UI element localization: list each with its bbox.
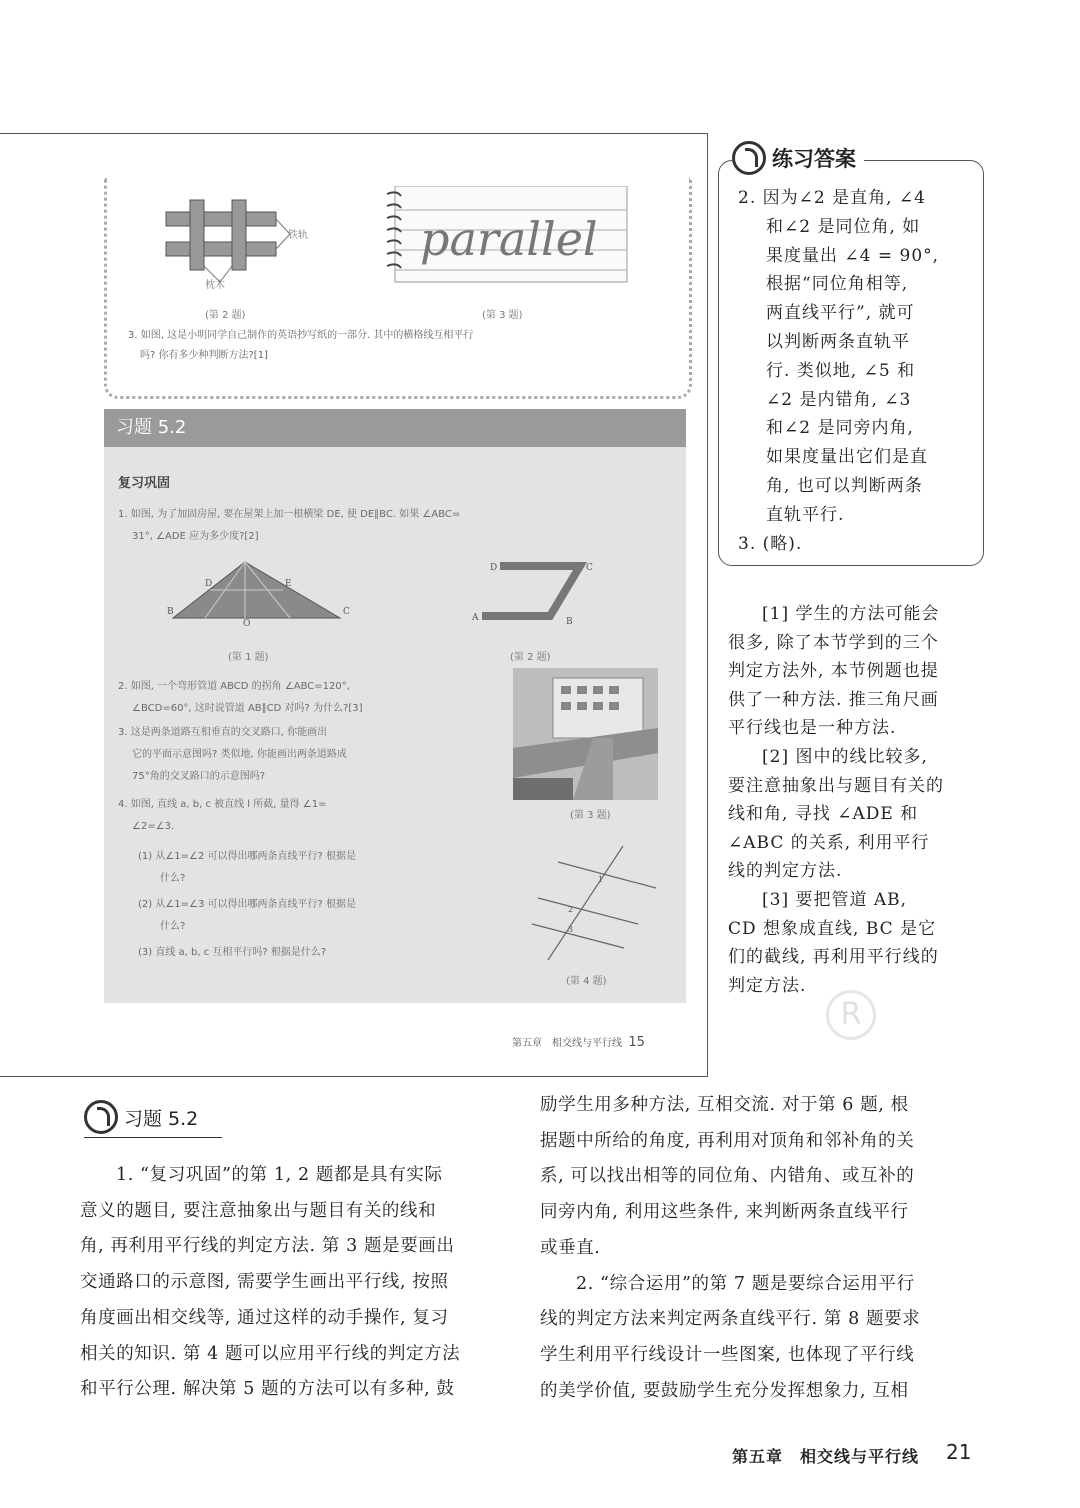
- answer-line: ∠2 是内错角, ∠3: [766, 389, 912, 410]
- svg-text:B: B: [566, 617, 573, 626]
- fig4-label: (第 4 题): [566, 976, 607, 987]
- body-line: 据题中所给的角度, 再利用对顶角和邻补角的关: [540, 1130, 915, 1151]
- answer-line: 角, 也可以判断两条: [766, 475, 923, 496]
- svg-text:1: 1: [598, 875, 604, 884]
- body-line: 角度画出相交线等, 通过这样的动手操作, 复习: [80, 1307, 449, 1328]
- ex-q4-sub1a: (1) 从∠1=∠2 可以得出哪两条直线平行? 根据是: [138, 851, 357, 862]
- note-line: 判定方法.: [728, 975, 807, 996]
- transversal-figure: [528, 842, 658, 962]
- fig1-label: (第 1 题): [228, 652, 269, 663]
- body-line: 2. “综合运用”的第 7 题是要综合运用平行: [576, 1273, 915, 1294]
- ex-q4-sub2b: 什么?: [160, 921, 186, 932]
- fig3-label: (第 3 题): [570, 810, 611, 821]
- note-line: 供了一种方法. 推三角尺画: [728, 689, 939, 710]
- answer-line: 两直线平行”, 就可: [766, 303, 915, 324]
- ex-q2-line2: ∠BCD=60°, 这时说管道 AB∥CD 对吗? 为什么?[3]: [132, 703, 363, 714]
- svg-text:E: E: [285, 579, 292, 589]
- note-line: 线和角, 寻找 ∠ADE 和: [728, 804, 919, 825]
- ex-q4-sub3: (3) 直线 a, b, c 互相平行吗? 根据是什么?: [138, 947, 327, 958]
- answer-line: 2. 因为∠2 是直角, ∠4: [738, 188, 926, 208]
- swirl-icon: [84, 1100, 118, 1134]
- body-line: 学生利用平行线设计一些图案, 也体现了平行线: [540, 1344, 915, 1365]
- exercise-section-title: [84, 1097, 222, 1138]
- ex-q4-sub2a: (2) 从∠1=∠3 可以得出哪两条直线平行? 根据是: [138, 899, 357, 910]
- answer-line: 3. (略).: [738, 533, 803, 554]
- inner-footer: 第五章 相交线与平行线 15: [512, 1035, 645, 1050]
- svg-text:O: O: [243, 619, 251, 626]
- svg-text:3: 3: [568, 925, 574, 934]
- answer-line: 根据“同位角相等,: [766, 274, 909, 295]
- ex-q3-line2: 它的平面示意图吗? 类似地, 你能画出两条道路成: [132, 749, 347, 760]
- answer-line: 如果度量出它们是直: [766, 447, 928, 468]
- note-line: [2] 图中的线比较多,: [762, 746, 928, 767]
- review-title: 复习巩固: [118, 476, 171, 491]
- page-number: 21: [946, 1440, 972, 1464]
- svg-text:B: B: [167, 607, 174, 617]
- note-line: 线的判定方法.: [728, 861, 843, 882]
- ex-q3-line3: 75°角的交叉路口的示意图吗?: [132, 771, 266, 782]
- exercise-right-column: [540, 1088, 980, 1409]
- body-line: 线的判定方法来判定两条直线平行. 第 8 题要求: [540, 1309, 921, 1330]
- exercise-header: 习题 5.2: [104, 409, 686, 447]
- fig2-label-top: (第 2 题): [205, 310, 246, 321]
- answer-line: 行. 类似地, ∠5 和: [766, 360, 916, 381]
- fig3-label-top: (第 3 题): [482, 310, 523, 321]
- answers-text: [738, 184, 978, 558]
- practice-q3-line2: 吗? 你有多少种判断方法?[1]: [140, 350, 268, 361]
- body-line: 相关的知识. 第 4 题可以应用平行线的判定方法: [80, 1343, 461, 1364]
- note-line: 判定方法外, 本节例题也提: [728, 661, 939, 682]
- body-line: 交通路口的示意图, 需要学生画出平行线, 按照: [80, 1272, 449, 1293]
- pipe-figure: [470, 556, 610, 626]
- note-line: 要注意抽象出与题目有关的: [728, 775, 944, 796]
- answer-line: 以判断两条直轨平: [766, 331, 910, 352]
- note-line: 们的截线, 再利用平行线的: [728, 947, 939, 968]
- swirl-icon: [732, 141, 766, 175]
- body-line: 或垂直.: [540, 1237, 601, 1258]
- parallel-word: parallel: [420, 212, 598, 266]
- note-line: [3] 要把管道 AB,: [762, 889, 908, 910]
- fig2-label: (第 2 题): [510, 652, 551, 663]
- answer-line: 果度量出 ∠4 = 90°,: [766, 245, 940, 266]
- svg-text:C: C: [343, 607, 350, 617]
- note-line: 很多, 除了本节学到的三个: [728, 632, 939, 653]
- note-line: ∠ABC 的关系, 利用平行: [728, 832, 930, 853]
- exercise-left-column: [80, 1158, 520, 1408]
- svg-text:D: D: [205, 579, 213, 589]
- answer-line: 直轨平行.: [766, 504, 845, 525]
- note-line: CD 想象成直线, BC 是它: [728, 918, 937, 939]
- body-line: 1. “复习巩固”的第 1, 2 题都是具有实际: [116, 1165, 443, 1185]
- svg-text:A: A: [472, 613, 479, 623]
- body-line: 的美学价值, 要鼓励学生充分发挥想象力, 互相: [540, 1380, 909, 1401]
- ex-q3-line1: 3. 这是两条道路互相垂直的交叉路口, 你能画出: [118, 727, 328, 738]
- svg-text:C: C: [586, 563, 593, 573]
- body-line: 意义的题目, 要注意抽象出与题目有关的线和: [80, 1200, 437, 1221]
- truss-figure: [165, 556, 350, 626]
- ex-q1-line1: 1. 如图, 为了加固房屋, 要在屋架上加一根横梁 DE, 使 DE∥BC. 如果 ∠ABC=: [118, 509, 461, 520]
- rail-tag: 铁轨: [288, 230, 308, 241]
- note-line: 平行线也是一种方法.: [728, 718, 897, 739]
- body-line: 和平行公理. 解决第 5 题的方法可以有多种, 鼓: [80, 1379, 455, 1400]
- answers-title-text: 练习答案: [772, 147, 856, 171]
- body-line: 系, 可以找出相等的同位角、内错角、或互补的: [540, 1166, 915, 1187]
- ex-q1-line2: 31°, ∠ADE 应为多少度?[2]: [132, 531, 259, 542]
- note-line: [1] 学生的方法可能会: [762, 604, 940, 624]
- page-footer-chapter: 第五章 相交线与平行线: [732, 1447, 920, 1466]
- ex-q2-line1: 2. 如图, 一个弯形管道 ABCD 的拐角 ∠ABC=120°,: [118, 681, 350, 692]
- ex-q4-line1: 4. 如图, 直线 a, b, c 被直线 l 所截, 量得 ∠1=: [118, 799, 327, 810]
- svg-text:2: 2: [568, 905, 574, 914]
- ex-q4-sub1b: 什么?: [160, 873, 186, 884]
- body-line: 励学生用多种方法, 互相交流. 对于第 6 题, 根: [540, 1095, 909, 1115]
- answers-title: [732, 138, 864, 178]
- body-line: 同旁内角, 利用这些条件, 来判断两条直线平行: [540, 1202, 909, 1223]
- svg-text:D: D: [490, 563, 498, 573]
- exercise-section-title-text: 习题 5.2: [124, 1107, 199, 1130]
- body-line: 角, 再利用平行线的判定方法. 第 3 题是要画出: [80, 1236, 455, 1257]
- sleeper-tag: 枕木: [205, 280, 225, 291]
- practice-q3-line1: 3. 如图, 这是小明同学自己制作的英语抄写纸的一部分. 其中的横格线互相平行: [128, 330, 474, 341]
- registered-watermark-icon: R: [826, 990, 876, 1040]
- intersection-photo: [513, 668, 658, 800]
- answer-line: 和∠2 是同位角, 如: [766, 216, 921, 237]
- ex-q4-line2: ∠2=∠3.: [132, 821, 175, 832]
- answer-line: 和∠2 是同旁内角,: [766, 418, 914, 439]
- side-notes: [728, 600, 984, 1000]
